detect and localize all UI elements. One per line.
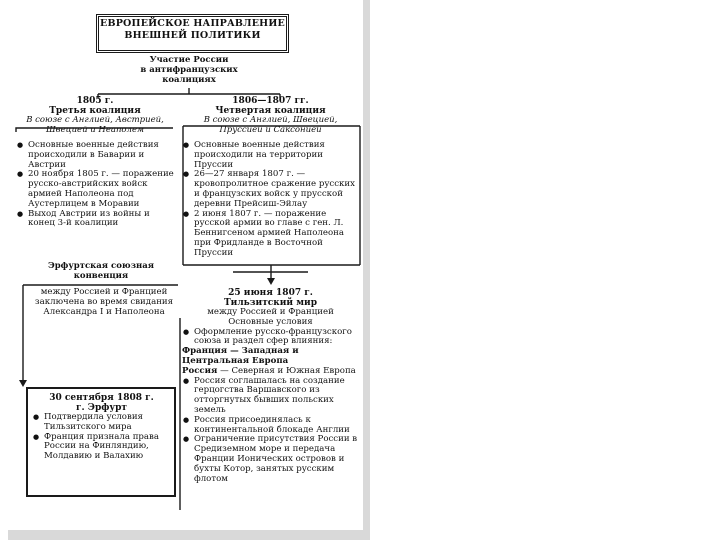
erfurt-1808-bullets: [32, 413, 171, 462]
document-page: [8, 0, 370, 540]
arrow-down-icon: [267, 278, 275, 285]
list-item: ● Основные военные действия происходили в Баварии и Австрии: [16, 141, 174, 170]
arrow-to-erfurt-icon: [19, 380, 27, 387]
participation-line1: Участие России: [149, 55, 229, 65]
list-item: [182, 328, 363, 377]
third-coalition-bullets: [16, 141, 174, 229]
tilsit-peace: [178, 288, 363, 484]
tilsit-russia-label: Россия: [182, 365, 218, 376]
scheme-title: [96, 14, 289, 53]
erfurt-convention-body: между Россией и Францией заключена во время свидания Александра I и Наполеона: [34, 287, 174, 317]
participation-heading: [134, 55, 244, 85]
list-item: ● Франция признала права России на Финляндию, Молдавию и Валахию: [32, 433, 171, 462]
tilsit-france-label: Франция: [182, 346, 228, 357]
list-item: ● Россия присоединялась к континентальной блокаде Англии: [182, 416, 363, 436]
title-line2: ВНЕШНЕЙ ПОЛИТИКИ: [124, 30, 261, 41]
fourth-coalition-allies-1: В союзе с Англией, Швецией,: [203, 115, 338, 125]
fourth-coalition-bullets: [178, 141, 363, 259]
list-item: ● 26—27 января 1807 г. — кровопролитное сражение русских и французских войск у прусской деревни Прейсиш-Эйлау: [182, 170, 359, 209]
list-item: ● Россия соглашалась на создание герцогства Варшавского из отторгнутых бывших польских земель: [182, 377, 363, 416]
erfurt-1808-box: [26, 387, 176, 497]
fourth-coalition-name: Четвертая коалиция: [215, 106, 326, 116]
erfurt-convention-heading: [36, 262, 166, 281]
third-coalition: [16, 96, 174, 229]
tilsit-france-text: — Западная и Центральная Европа: [182, 346, 299, 366]
fourth-coalition-year: 1806—1807 гг.: [232, 96, 309, 106]
participation-line2: в антифранцузских: [140, 65, 238, 75]
erfurt-1808-date: 30 сентября 1808 г.: [49, 393, 154, 403]
tilsit-date: 25 июня 1807 г.: [228, 288, 313, 298]
tilsit-name: Тильзитский мир: [223, 298, 318, 308]
list-item: ● Основные военные действия происходили на территории Пруссии: [182, 141, 359, 170]
erfurt-convention-head-2: конвенция: [73, 270, 129, 281]
tilsit-b1-text: Оформление русско-французского союза и раздел сфер влияния:: [194, 326, 352, 347]
erfurt-convention-head-1: Эрфуртская союзная: [47, 261, 155, 271]
list-item: ● 20 ноября 1805 г. — поражение русско-австрийских войск армией Наполеона под Аустерлицем в Моравии: [16, 170, 174, 209]
tilsit-russia-text: — Северная и Южная Европа: [217, 365, 356, 376]
tilsit-bullets: [178, 328, 363, 485]
third-coalition-allies-1: В союзе с Англией, Австрией,: [26, 115, 164, 125]
title-line1: ЕВРОПЕЙСКОЕ НАПРАВЛЕНИЕ: [100, 18, 285, 29]
third-coalition-year: 1805 г.: [76, 96, 114, 106]
list-item: ● 2 июня 1807 г. — поражение русской армии во главе с ген. Л. Беннигсеном армией Наполеона при Фридланде в Восточной Пруссии: [182, 210, 359, 259]
tilsit-between: между Россией и Францией: [207, 307, 334, 317]
fourth-coalition-allies-2: Пруссией и Саксонией: [219, 124, 322, 135]
third-coalition-allies-2: Швецией и Неаполем: [45, 124, 145, 135]
scheme-sheet: [8, 0, 363, 530]
erfurt-1808-place: г. Эрфурт: [76, 403, 127, 413]
tilsit-conditions-label: Основные условия: [228, 316, 313, 327]
list-item: ● Ограничение присутствия России в Средиземном море и передача Франции Ионических островов и бухты Котор, занятых русским флотом: [182, 435, 363, 484]
third-coalition-name: Третья коалиция: [49, 106, 141, 116]
fourth-coalition: [178, 96, 363, 259]
list-item: ● Подтвердила условия Тильзитского мира: [32, 413, 171, 433]
participation-line3: коалициях: [162, 75, 216, 85]
list-item: ● Выход Австрии из войны и конец 3-й коалиции: [16, 210, 174, 230]
